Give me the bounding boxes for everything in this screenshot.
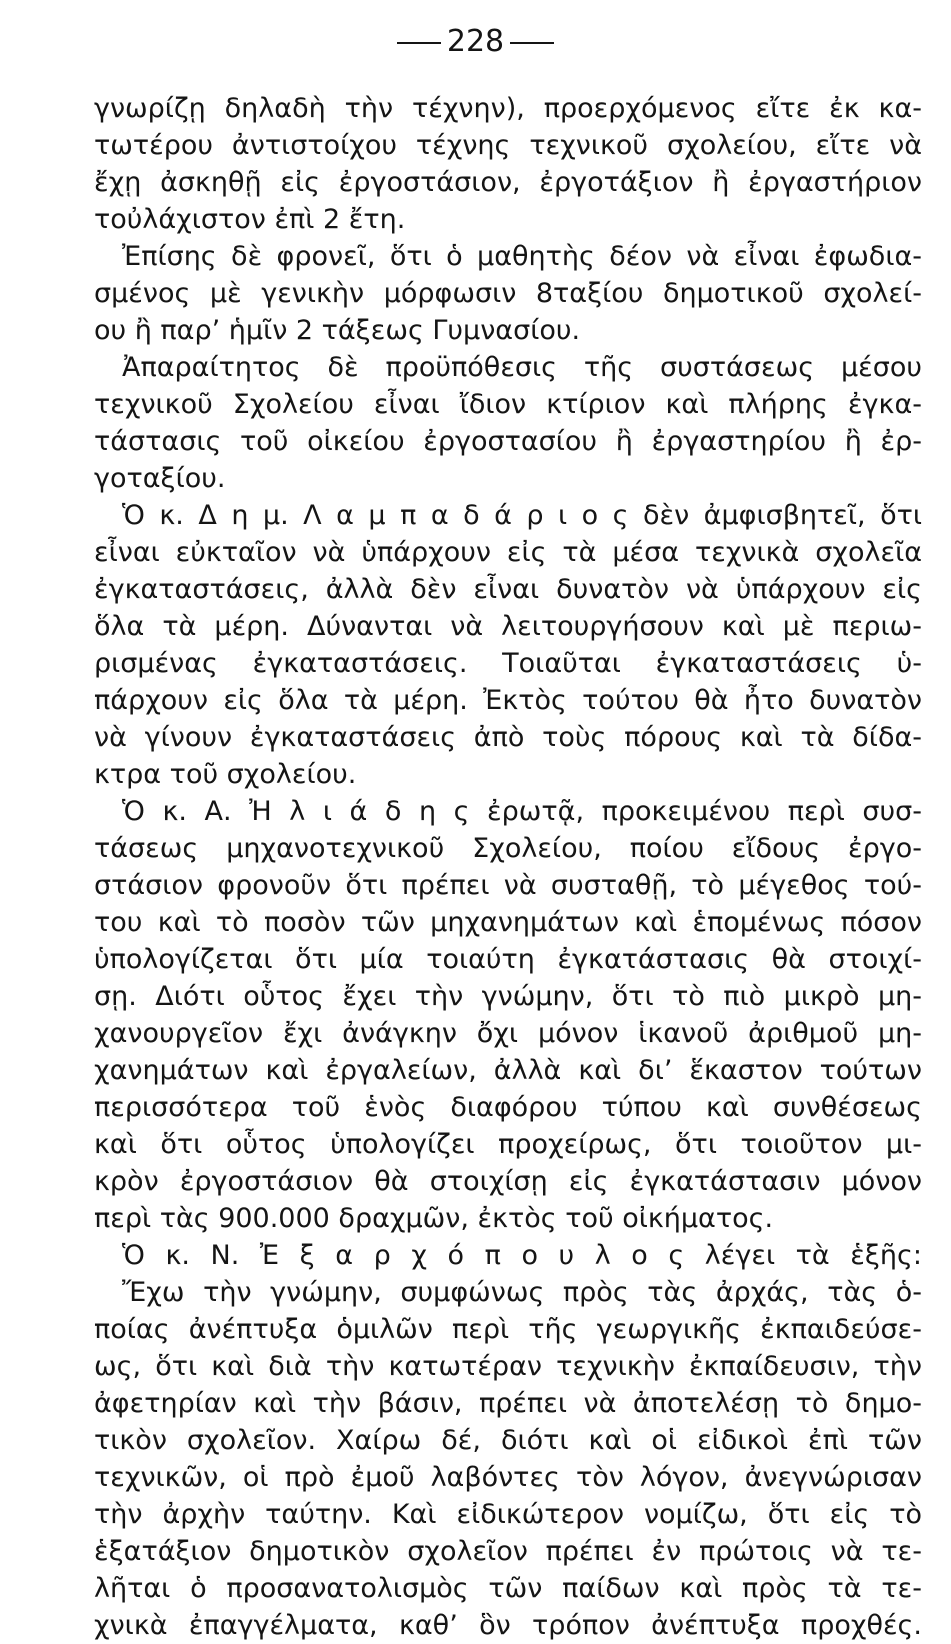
text-line: περὶ τὰς 900.000 δραχμῶν, ἐκτὸς τοῦ οἰκήματος.: [94, 1203, 774, 1234]
text-line: ποίας ἀνέπτυξα ὁμιλῶν περὶ τῆς γεωργικῆς ἐκπαιδεύσε-: [94, 1314, 922, 1345]
text-line: Ἐπίσης δὲ φρονεῖ, ὅτι ὁ μαθητὴς δέον νὰ εἶναι ἐφωδια-: [122, 241, 922, 272]
text-line: στάσιον φρονοῦν ὅτι πρέπει νὰ συσταθῇ, τὸ μέγεθος τού-: [94, 870, 922, 901]
text-line: ρισμένας ἐγκαταστάσεις. Τοιαῦται ἐγκαταστάσεις ὑ-: [94, 648, 922, 679]
text-line: νὰ γίνουν ἐγκαταστάσεις ἀπὸ τοὺς πόρους καὶ τὰ δίδα-: [94, 722, 922, 753]
text-line: Ὁ κ. Δ η μ. Λ α μ π α δ ά ρ ι ο ς δὲν ἀμφισβητεῖ, ὅτι: [122, 500, 922, 531]
text-line: τικὸν σχολεῖον. Χαίρω δέ, διότι καὶ οἱ εἰδικοὶ ἐπὶ τῶν: [94, 1425, 922, 1456]
text-line: ὅλα τὰ μέρη. Δύνανται νὰ λειτουργήσουν καὶ μὲ περιω-: [94, 611, 922, 642]
text-line: χνικὰ ἐπαγγέλματα, καθ’ ὃν τρόπον ἀνέπτυξα προχθές.: [94, 1610, 922, 1641]
text-line: σῃ. Διότι οὗτος ἔχει τὴν γνώμην, ὅτι τὸ πιὸ μικρὸ μη-: [94, 981, 922, 1012]
text-line: χανουργεῖον ἔχι ἀνάγκην ὄχι μόνον ἱκανοῦ ἀριθμοῦ μη-: [94, 1018, 922, 1049]
text-line: τάσεως μηχανοτεχνικοῦ Σχολείου, ποίου εἴδους ἐργο-: [94, 833, 922, 864]
text-line: τεχνικῶν, οἱ πρὸ ἐμοῦ λαβόντες τὸν λόγον, ἀνεγνώρισαν: [94, 1462, 922, 1493]
text-line: ἔχῃ ἀσκηθῇ εἰς ἐργοστάσιον, ἐργοτάξιον ἢ ἐργαστήριον: [94, 167, 922, 198]
text-line: ου ἢ παρ’ ἡμῖν 2 τάξεως Γυμνασίου.: [94, 315, 581, 346]
text-line: τὴν ἀρχὴν ταύτην. Καὶ εἰδικώτερον νομίζω, ὅτι εἰς τὸ: [94, 1499, 922, 1530]
page-number: [0, 22, 951, 62]
left-dash: [397, 42, 441, 44]
text-line: χανημάτων καὶ ἐργαλείων, ἀλλὰ καὶ δι’ ἕκαστον τούτων: [94, 1055, 922, 1086]
text-line: ὑπολογίζεται ὅτι μία τοιαύτη ἐγκατάστασις θὰ στοιχί-: [94, 944, 922, 975]
text-line: περισσότερα τοῦ ἑνὸς διαφόρου τύπου καὶ συνθέσεως: [94, 1092, 922, 1123]
text-line: λῆται ὁ προσανατολισμὸς τῶν παίδων καὶ πρὸς τὰ τε-: [94, 1573, 922, 1604]
text-line: ἑξατάξιον δημοτικὸν σχολεῖον πρέπει ἐν πρώτοις νὰ τε-: [94, 1536, 922, 1567]
page-number-text: 228: [446, 24, 505, 59]
right-dash: [510, 42, 554, 44]
text-line: Ὁ κ. Α. Ἠ λ ι ά δ η ς ἐρωτᾷ, προκειμένου περὶ συσ-: [122, 796, 922, 827]
text-line: τοὐλάχιστον ἐπὶ 2 ἔτη.: [94, 204, 406, 235]
text-line: εἶναι εὐκταῖον νὰ ὑπάρχουν εἰς τὰ μέσα τεχνικὰ σχολεῖα: [94, 537, 922, 568]
text-line: ως, ὅτι καὶ διὰ τὴν κατωτέραν τεχνικὴν ἐκπαίδευσιν, τὴν: [94, 1351, 922, 1382]
text-line: σμένος μὲ γενικὴν μόρφωσιν 8ταξίου δημοτικοῦ σχολεί-: [94, 278, 922, 309]
body-text: [94, 90, 922, 1644]
text-line: κτρα τοῦ σχολείου.: [94, 759, 357, 790]
text-line: καὶ ὅτι οὗτος ὑπολογίζει προχείρως, ὅτι τοιοῦτον μι-: [94, 1129, 922, 1160]
text-line: κρὸν ἐργοστάσιον θὰ στοιχίσῃ εἰς ἐγκατάστασιν μόνον: [94, 1166, 922, 1197]
text-line: ἐγκαταστάσεις, ἀλλὰ δὲν εἶναι δυνατὸν νὰ ὑπάρχουν εἰς: [94, 574, 922, 605]
text-line: γνωρίζῃ δηλαδὴ τὴν τέχνην), προερχόμενος εἴτε ἐκ κα-: [94, 93, 922, 124]
text-line: ἀφετηρίαν καὶ τὴν βάσιν, πρέπει νὰ ἀποτελέσῃ τὸ δημο-: [94, 1388, 922, 1419]
text-line: τάστασις τοῦ οἰκείου ἐργοστασίου ἢ ἐργαστηρίου ἢ ἐρ-: [94, 426, 922, 457]
text-line: Ἔχω τὴν γνώμην, συμφώνως πρὸς τὰς ἀρχάς, τὰς ὁ-: [122, 1277, 922, 1308]
text-line: τεχνικοῦ Σχολείου εἶναι ἴδιον κτίριον καὶ πλήρης ἐγκα-: [94, 389, 922, 420]
text-line: γοταξίου.: [94, 463, 226, 494]
text-line: πάρχουν εἰς ὅλα τὰ μέρη. Ἐκτὸς τούτου θὰ ἦτο δυνατὸν: [94, 685, 922, 716]
text-line: τωτέρου ἀντιστοίχου τέχνης τεχνικοῦ σχολείου, εἴτε νὰ: [94, 130, 922, 161]
text-line: Ἀπαραίτητος δὲ προϋπόθεσις τῆς συστάσεως μέσου: [122, 352, 922, 383]
text-line: του καὶ τὸ ποσὸν τῶν μηχανημάτων καὶ ἑπομένως πόσον: [94, 907, 922, 938]
text-line: Ὁ κ. Ν. Ἐ ξ α ρ χ ό π ο υ λ ο ς λέγει τὰ ἑξῆς:: [122, 1240, 922, 1271]
